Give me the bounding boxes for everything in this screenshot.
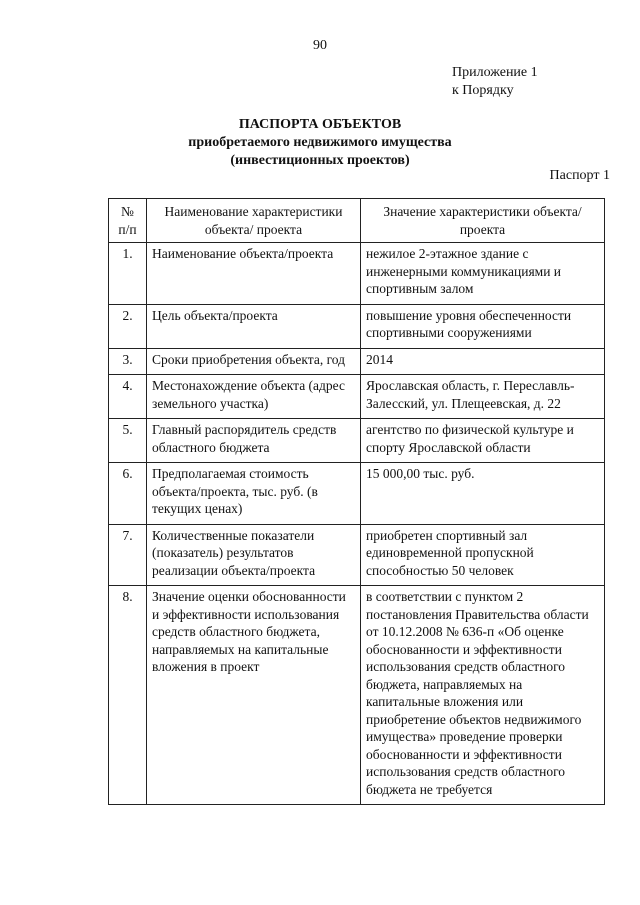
row-value: 2014 xyxy=(361,348,605,375)
title-line-2: приобретаемого недвижимого имущества xyxy=(188,135,452,150)
table-header-row xyxy=(109,199,605,243)
header-num-line-1: № xyxy=(121,204,134,219)
appendix-line-1: Приложение 1 xyxy=(452,65,538,80)
row-value: агентство по физической культуре и спорту Ярославской области xyxy=(361,419,605,463)
header-num-line-2: п/п xyxy=(118,221,137,237)
row-name: Предполагаемая стоимость объекта/проекта, тыс. руб. (в текущих ценах) xyxy=(147,463,361,525)
row-name: Сроки приобретения объекта, год xyxy=(147,348,361,375)
row-num: 1. xyxy=(109,243,147,305)
row-name: Цель объекта/проекта xyxy=(147,304,361,348)
header-num xyxy=(109,199,147,243)
row-value: приобретен спортивный зал единовременной пропускной способностью 50 человек xyxy=(361,524,605,586)
title-line-1: ПАСПОРТА ОБЪЕКТОВ xyxy=(238,117,402,132)
appendix-note xyxy=(452,64,538,100)
row-num: 5. xyxy=(109,419,147,463)
table-row xyxy=(109,243,605,305)
row-value: нежилое 2-этажное здание с инженерными коммуникациями и спортивным залом xyxy=(361,243,605,305)
appendix-line-2: к Порядку xyxy=(452,83,514,98)
header-value: Значение характеристики объекта/ проекта xyxy=(361,199,605,243)
table-row xyxy=(109,463,605,525)
row-num: 6. xyxy=(109,463,147,525)
row-value: в соответствии с пунктом 2 постановления Правительства области от 10.12.2008 № 636-п «Об оценке обоснованности и эффективности использования средств областного бюджета, направляемых на капитальные вложения или приобретение объектов недвижимого имущества» проведение проверки обоснованности и эффективности использования средств областного бюджета не требуется xyxy=(361,586,605,805)
passport-table xyxy=(108,198,605,805)
row-num: 3. xyxy=(109,348,147,375)
title-line-3: (инвестиционных проектов) xyxy=(230,153,410,168)
table-row xyxy=(109,419,605,463)
row-value: 15 000,00 тыс. руб. xyxy=(361,463,605,525)
row-value: повышение уровня обеспеченности спортивными сооружениями xyxy=(361,304,605,348)
row-name: Значение оценки обоснованности и эффективности использования средств областного бюджета, направляемых на капитальные вложения в проект xyxy=(147,586,361,805)
table-row xyxy=(109,348,605,375)
row-num: 2. xyxy=(109,304,147,348)
row-name: Главный распорядитель средств областного бюджета xyxy=(147,419,361,463)
table-row xyxy=(109,524,605,586)
row-num: 4. xyxy=(109,375,147,419)
table-row xyxy=(109,586,605,805)
table-row xyxy=(109,375,605,419)
passport-label: Паспорт 1 xyxy=(549,168,610,183)
page-number: 90 xyxy=(313,38,327,53)
row-name: Местонахождение объекта (адрес земельного участка) xyxy=(147,375,361,419)
row-num: 7. xyxy=(109,524,147,586)
row-name: Количественные показатели (показатель) результатов реализации объекта/проекта xyxy=(147,524,361,586)
row-name: Наименование объекта/проекта xyxy=(147,243,361,305)
document-title xyxy=(0,116,640,170)
row-value: Ярославская область, г. Переславль-Залесский, ул. Плещеевская, д. 22 xyxy=(361,375,605,419)
header-name: Наименование характеристики объекта/ проекта xyxy=(147,199,361,243)
table-row xyxy=(109,304,605,348)
row-num: 8. xyxy=(109,586,147,805)
